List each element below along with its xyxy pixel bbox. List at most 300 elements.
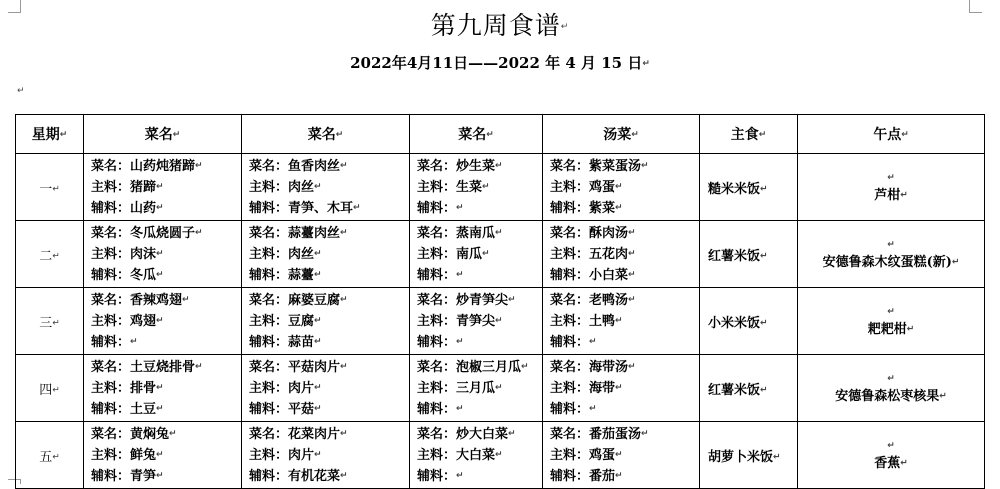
main-ingredient-line — [249, 244, 409, 265]
paragraph-mark-icon: ↵ — [335, 130, 344, 140]
field-label: 主料： — [417, 313, 457, 329]
field-label: 主料： — [417, 380, 457, 396]
field-label: 菜名： — [249, 359, 289, 375]
paragraph-mark-icon: ↵ — [521, 361, 529, 372]
paragraph-mark-icon: ↵ — [456, 403, 464, 414]
snack-text: 香蕉 — [874, 455, 901, 471]
paragraph-mark-icon: ↵ — [773, 452, 781, 462]
dish-cell — [84, 154, 242, 221]
field-value: 蒜薹 — [288, 267, 315, 283]
main-ingredient-line — [249, 177, 409, 198]
field-value: 鸡蛋 — [589, 447, 616, 463]
main-ingredient-line — [249, 445, 409, 466]
paragraph-mark-icon: ↵ — [156, 382, 164, 393]
weekday-cell — [16, 422, 84, 489]
main-ingredient-line — [417, 177, 542, 198]
field-label: 菜名： — [249, 426, 289, 442]
field-label: 主料： — [550, 179, 590, 195]
field-label: 主料： — [417, 447, 457, 463]
field-value: 有机花菜 — [288, 468, 341, 484]
paragraph-mark-icon: ↵ — [615, 202, 623, 213]
paragraph-mark-icon: ↵ — [340, 294, 348, 305]
dish-name-line — [91, 156, 241, 177]
aux-ingredient-line — [91, 399, 241, 420]
paragraph-mark-icon: ↵ — [456, 269, 464, 280]
field-value: 排骨 — [130, 380, 157, 396]
dish-cell — [543, 154, 700, 221]
field-label: 辅料： — [91, 468, 131, 484]
paragraph-mark-icon: ↵ — [130, 336, 138, 347]
dish-name-line — [550, 156, 699, 177]
dish-name-line — [249, 424, 409, 445]
staple-cell — [700, 355, 798, 422]
field-label: 辅料： — [91, 401, 131, 417]
weekday-label: 三 — [39, 315, 53, 331]
paragraph-mark-icon: ↵ — [314, 449, 322, 460]
field-label: 菜名： — [417, 292, 457, 308]
field-label: 菜名： — [249, 158, 289, 174]
paragraph-mark-icon: ↵ — [182, 294, 190, 305]
field-value: 蒜薹肉丝 — [288, 225, 341, 241]
paragraph-mark-icon: ↵ — [314, 269, 322, 280]
dish-cell — [242, 422, 410, 489]
main-ingredient-line — [550, 244, 699, 265]
field-value: 蒸南瓜 — [456, 225, 496, 241]
field-value: 肉丝 — [288, 246, 315, 262]
paragraph-mark-icon: ↵ — [340, 470, 348, 481]
header-cell: 菜名↵ — [84, 115, 242, 154]
field-value: 大白菜 — [456, 447, 496, 463]
snack-text: 耙耙柑 — [867, 321, 907, 337]
main-ingredient-line — [550, 177, 699, 198]
paragraph-mark-icon: ↵ — [486, 130, 494, 140]
field-label: 主料： — [249, 313, 289, 329]
field-value: 小白菜 — [589, 267, 629, 283]
paragraph-mark-icon: ↵ — [495, 449, 503, 460]
dish-name-line — [249, 223, 409, 244]
staple-cell — [700, 422, 798, 489]
menu-body — [16, 154, 985, 489]
field-value: 番茄蛋汤 — [589, 426, 642, 442]
field-value: 紫菜蛋汤 — [589, 158, 642, 174]
aux-ingredient-line — [417, 466, 542, 487]
field-value: 蒜苗 — [288, 334, 315, 350]
paragraph-mark-icon: ↵ — [615, 315, 623, 326]
field-value: 三月瓜 — [456, 380, 496, 396]
field-value: 平菇 — [288, 401, 315, 417]
field-label: 菜名： — [91, 158, 131, 174]
paragraph-mark-icon: ↵ — [631, 130, 639, 140]
field-value: 土豆 — [130, 401, 157, 417]
paragraph-mark-icon: ↵ — [195, 227, 203, 238]
paragraph-mark-icon: ↵ — [353, 202, 361, 213]
paragraph-mark-icon: ↵ — [482, 248, 490, 259]
paragraph-mark-icon: ↵ — [495, 160, 503, 171]
snack-cell — [798, 288, 985, 355]
field-value: 鲜兔 — [130, 447, 157, 463]
paragraph-mark-icon: ↵ — [628, 248, 636, 259]
weekday-label: 四 — [39, 382, 53, 398]
staple-text: 红薯米饭 — [708, 248, 761, 264]
field-label: 主料： — [249, 179, 289, 195]
paragraph-mark-icon: ↵ — [169, 428, 177, 439]
paragraph-mark-icon: ↵ — [642, 59, 650, 69]
dish-name-line — [91, 424, 241, 445]
field-value: 海带 — [589, 380, 616, 396]
paragraph-mark-icon: ↵ — [156, 403, 164, 414]
field-label: 菜名： — [91, 426, 131, 442]
aux-ingredient-line — [550, 198, 699, 219]
header-cell: 星期↵ — [16, 115, 84, 154]
paragraph-mark-icon: ↵ — [887, 440, 895, 451]
field-value: 炒青笋尖 — [456, 292, 509, 308]
weekday-cell — [16, 288, 84, 355]
dish-cell — [84, 288, 242, 355]
field-value: 花菜肉片 — [288, 426, 341, 442]
paragraph-mark-icon: ↵ — [900, 190, 908, 200]
dish-name-line — [550, 424, 699, 445]
paragraph-mark-icon: ↵ — [906, 324, 915, 334]
header-row — [16, 115, 985, 154]
field-label: 菜名： — [550, 225, 590, 241]
field-value: 冬瓜烧圆子 — [130, 225, 196, 241]
paragraph-mark-icon: ↵ — [314, 336, 322, 347]
paragraph-mark-icon: ↵ — [156, 202, 164, 213]
field-label: 辅料： — [550, 468, 590, 484]
dish-name-line — [417, 290, 542, 311]
snack-cell — [798, 154, 985, 221]
field-label: 菜名： — [417, 359, 457, 375]
field-label: 菜名： — [91, 225, 131, 241]
aux-ingredient-line — [550, 332, 699, 353]
title-text: 第九周食谱 — [430, 11, 561, 40]
paragraph-mark-icon: ↵ — [615, 449, 623, 460]
field-label: 辅料： — [91, 334, 131, 350]
field-label: 辅料： — [550, 200, 590, 216]
main-ingredient-line — [91, 177, 241, 198]
field-value: 紫菜 — [589, 200, 616, 216]
field-label: 辅料： — [417, 401, 457, 417]
header-cell: 主食↵ — [700, 115, 798, 154]
paragraph-mark-icon: ↵ — [156, 181, 164, 192]
field-value: 青笋 — [130, 468, 157, 484]
dish-name-line — [249, 156, 409, 177]
paragraph-mark-icon: ↵ — [195, 361, 203, 372]
aux-ingredient-line — [91, 198, 241, 219]
date-range — [0, 52, 1000, 73]
field-label: 主料： — [550, 380, 590, 396]
field-value: 泡椒三月瓜 — [456, 359, 522, 375]
field-label: 主料： — [91, 179, 131, 195]
document-title — [0, 6, 1000, 42]
paragraph-mark-icon: ↵ — [641, 160, 649, 171]
paragraph-mark-icon: ↵ — [900, 458, 908, 468]
paragraph-mark-icon: ↵ — [482, 181, 490, 192]
dish-cell — [242, 154, 410, 221]
field-label: 菜名： — [249, 225, 289, 241]
paragraph-mark-icon: ↵ — [628, 269, 636, 280]
main-ingredient-line — [417, 378, 542, 399]
field-value: 番茄 — [589, 468, 616, 484]
paragraph-mark-icon: ↵ — [628, 361, 636, 372]
dish-cell — [410, 422, 543, 489]
dish-name-line — [91, 290, 241, 311]
field-value: 麻婆豆腐 — [288, 292, 341, 308]
paragraph-mark-icon: ↵ — [901, 130, 909, 140]
dish-cell — [410, 355, 543, 422]
field-label: 主料： — [91, 313, 131, 329]
field-label: 菜名： — [417, 158, 457, 174]
field-value: 平菇肉片 — [288, 359, 341, 375]
field-label: 主料： — [91, 380, 131, 396]
field-label: 主料： — [249, 447, 289, 463]
aux-ingredient-line — [417, 198, 542, 219]
paragraph-mark-icon: ↵ — [156, 449, 164, 460]
field-label: 主料： — [550, 313, 590, 329]
field-label: 辅料： — [249, 334, 289, 350]
field-label: 主料： — [249, 380, 289, 396]
field-label: 菜名： — [550, 158, 590, 174]
snack-cell — [798, 221, 985, 288]
field-label: 主料： — [91, 447, 131, 463]
staple-cell — [700, 288, 798, 355]
field-label: 辅料： — [91, 200, 131, 216]
aux-ingredient-line — [249, 198, 409, 219]
main-ingredient-line — [249, 378, 409, 399]
aux-ingredient-line — [91, 466, 241, 487]
table-row — [16, 355, 985, 422]
field-label: 辅料： — [417, 468, 457, 484]
field-label: 菜名： — [550, 426, 590, 442]
paragraph-mark-icon: ↵ — [456, 336, 464, 347]
paragraph-mark-icon: ↵ — [52, 318, 60, 328]
aux-ingredient-line — [550, 265, 699, 286]
field-label: 辅料： — [249, 468, 289, 484]
field-label: 菜名： — [91, 359, 131, 375]
paragraph-mark-icon: ↵ — [758, 130, 767, 140]
field-label: 主料： — [91, 246, 131, 262]
paragraph-mark-icon: ↵ — [495, 382, 503, 393]
field-value: 五花肉 — [589, 246, 629, 262]
snack-text: 安德鲁森松枣核果 — [835, 388, 940, 404]
header-cell: 汤菜↵ — [543, 115, 700, 154]
dish-cell — [242, 355, 410, 422]
dish-cell — [410, 288, 543, 355]
field-label: 主料： — [417, 179, 457, 195]
snack-text: 安德鲁森木纹蛋糕(新) — [822, 254, 952, 270]
paragraph-mark-icon: ↵ — [560, 22, 570, 32]
paragraph-mark-icon: ↵ — [340, 160, 348, 171]
aux-ingredient-line — [417, 265, 542, 286]
paragraph-mark-icon: ↵ — [760, 184, 768, 194]
paragraph-mark-icon: ↵ — [760, 251, 768, 261]
snack-cell — [798, 422, 985, 489]
staple-text: 胡萝卜米饭 — [708, 449, 774, 465]
field-value: 肉沫 — [130, 246, 157, 262]
dish-name-line — [249, 357, 409, 378]
field-label: 辅料： — [417, 200, 457, 216]
dish-cell — [410, 154, 543, 221]
table-row — [16, 422, 985, 489]
field-label: 辅料： — [417, 334, 457, 350]
paragraph-mark-icon: ↵ — [17, 86, 25, 96]
field-label: 辅料： — [91, 267, 131, 283]
paragraph-mark-icon: ↵ — [314, 248, 322, 259]
paragraph-mark-icon: ↵ — [508, 428, 516, 439]
field-value: 冬瓜 — [130, 267, 157, 283]
paragraph-mark-icon: ↵ — [340, 428, 348, 439]
table-row — [16, 221, 985, 288]
paragraph-mark-icon: ↵ — [456, 470, 464, 481]
paragraph-mark-icon: ↵ — [887, 373, 895, 384]
paragraph-mark-icon: ↵ — [156, 470, 164, 481]
dish-cell — [543, 355, 700, 422]
field-value: 豆腐 — [288, 313, 315, 329]
main-ingredient-line — [91, 378, 241, 399]
dish-cell — [242, 288, 410, 355]
field-label: 主料： — [550, 447, 590, 463]
field-label: 菜名： — [249, 292, 289, 308]
paragraph-mark-icon: ↵ — [52, 251, 60, 261]
dish-cell — [84, 221, 242, 288]
field-label: 辅料： — [550, 267, 590, 283]
dish-cell — [242, 221, 410, 288]
dish-name-line — [550, 357, 699, 378]
paragraph-mark-icon: ↵ — [156, 248, 164, 259]
field-value: 肉丝 — [288, 179, 315, 195]
snack-text: 芦柑 — [874, 187, 901, 203]
paragraph-mark-icon: ↵ — [52, 385, 60, 395]
field-value: 肉片 — [288, 380, 315, 396]
dish-cell — [84, 355, 242, 422]
aux-ingredient-line — [91, 265, 241, 286]
dish-name-line — [417, 156, 542, 177]
main-ingredient-line — [417, 445, 542, 466]
aux-ingredient-line — [249, 399, 409, 420]
paragraph-mark-icon: ↵ — [495, 227, 503, 238]
paragraph-mark-icon: ↵ — [589, 403, 597, 414]
header-cell: 午点↵ — [798, 115, 985, 154]
paragraph-mark-icon: ↵ — [628, 294, 636, 305]
menu-table — [15, 114, 985, 489]
paragraph-mark-icon: ↵ — [59, 130, 68, 140]
header-cell: 菜名↵ — [242, 115, 410, 154]
main-ingredient-line — [550, 445, 699, 466]
paragraph-mark-icon: ↵ — [615, 470, 623, 481]
paragraph-mark-icon: ↵ — [939, 391, 947, 401]
field-value: 黄焖兔 — [130, 426, 170, 442]
paragraph-mark-icon: ↵ — [195, 160, 203, 171]
field-label: 菜名： — [550, 292, 590, 308]
paragraph-mark-icon: ↵ — [589, 336, 597, 347]
field-value: 土鸭 — [589, 313, 616, 329]
staple-cell — [700, 221, 798, 288]
field-value: 肉片 — [288, 447, 315, 463]
paragraph-mark-icon: ↵ — [887, 172, 895, 183]
field-value: 青笋尖 — [456, 313, 496, 329]
field-label: 辅料： — [249, 267, 289, 283]
paragraph-mark-icon: ↵ — [615, 181, 623, 192]
staple-text: 糙米米饭 — [708, 181, 761, 197]
main-ingredient-line — [417, 311, 542, 332]
field-label: 菜名： — [550, 359, 590, 375]
field-value: 炒大白菜 — [456, 426, 509, 442]
aux-ingredient-line — [550, 466, 699, 487]
main-ingredient-line — [91, 244, 241, 265]
field-value: 鸡翅 — [130, 313, 157, 329]
weekday-label: 一 — [39, 181, 53, 197]
field-label: 菜名： — [91, 292, 131, 308]
dish-name-line — [417, 357, 542, 378]
paragraph-mark-icon: ↵ — [340, 227, 348, 238]
aux-ingredient-line — [249, 265, 409, 286]
staple-text: 红薯米饭 — [708, 382, 761, 398]
weekday-cell — [16, 355, 84, 422]
snack-cell — [798, 355, 985, 422]
paragraph-mark-icon: ↵ — [314, 403, 322, 414]
dish-cell — [543, 422, 700, 489]
staple-cell — [700, 154, 798, 221]
date-range-text: 2022年4月11日——2022 年 4 月 15 日 — [350, 54, 643, 72]
paragraph-mark-icon: ↵ — [887, 239, 895, 250]
paragraph-mark-icon: ↵ — [628, 227, 636, 238]
field-label: 菜名： — [417, 426, 457, 442]
weekday-cell — [16, 221, 84, 288]
paragraph-mark-icon: ↵ — [314, 382, 322, 393]
aux-ingredient-line — [91, 332, 241, 353]
aux-ingredient-line — [249, 332, 409, 353]
field-value: 海带汤 — [589, 359, 629, 375]
dish-name-line — [249, 290, 409, 311]
dish-cell — [543, 288, 700, 355]
weekday-label: 五 — [39, 449, 53, 465]
field-label: 辅料： — [550, 334, 590, 350]
paragraph-mark-icon: ↵ — [52, 184, 60, 194]
paragraph-mark-icon: ↵ — [760, 385, 768, 395]
aux-ingredient-line — [550, 399, 699, 420]
paragraph-mark-icon: ↵ — [495, 315, 503, 326]
field-value: 山药 — [130, 200, 157, 216]
field-value: 土豆烧排骨 — [130, 359, 196, 375]
field-value: 青笋、木耳 — [288, 200, 354, 216]
paragraph-mark-icon: ↵ — [172, 130, 181, 140]
paragraph-mark-icon: ↵ — [887, 306, 895, 317]
dish-name-line — [91, 357, 241, 378]
field-label: 辅料： — [249, 200, 289, 216]
staple-text: 小米米饭 — [708, 315, 761, 331]
header-cell: 菜名↵ — [410, 115, 543, 154]
field-label: 主料： — [550, 246, 590, 262]
aux-ingredient-line — [417, 399, 542, 420]
dish-name-line — [550, 290, 699, 311]
main-ingredient-line — [417, 244, 542, 265]
field-value: 鸡蛋 — [589, 179, 616, 195]
main-ingredient-line — [91, 445, 241, 466]
aux-ingredient-line — [249, 466, 409, 487]
field-label: 辅料： — [550, 401, 590, 417]
field-value: 香辣鸡翅 — [130, 292, 183, 308]
field-label: 主料： — [249, 246, 289, 262]
paragraph-mark-icon: ↵ — [340, 361, 348, 372]
table-row — [16, 154, 985, 221]
dish-name-line — [550, 223, 699, 244]
main-ingredient-line — [91, 311, 241, 332]
main-ingredient-line — [550, 378, 699, 399]
paragraph-mark-icon: ↵ — [760, 318, 768, 328]
field-value: 南瓜 — [456, 246, 483, 262]
field-value: 炒生菜 — [456, 158, 496, 174]
field-value: 生菜 — [456, 179, 483, 195]
